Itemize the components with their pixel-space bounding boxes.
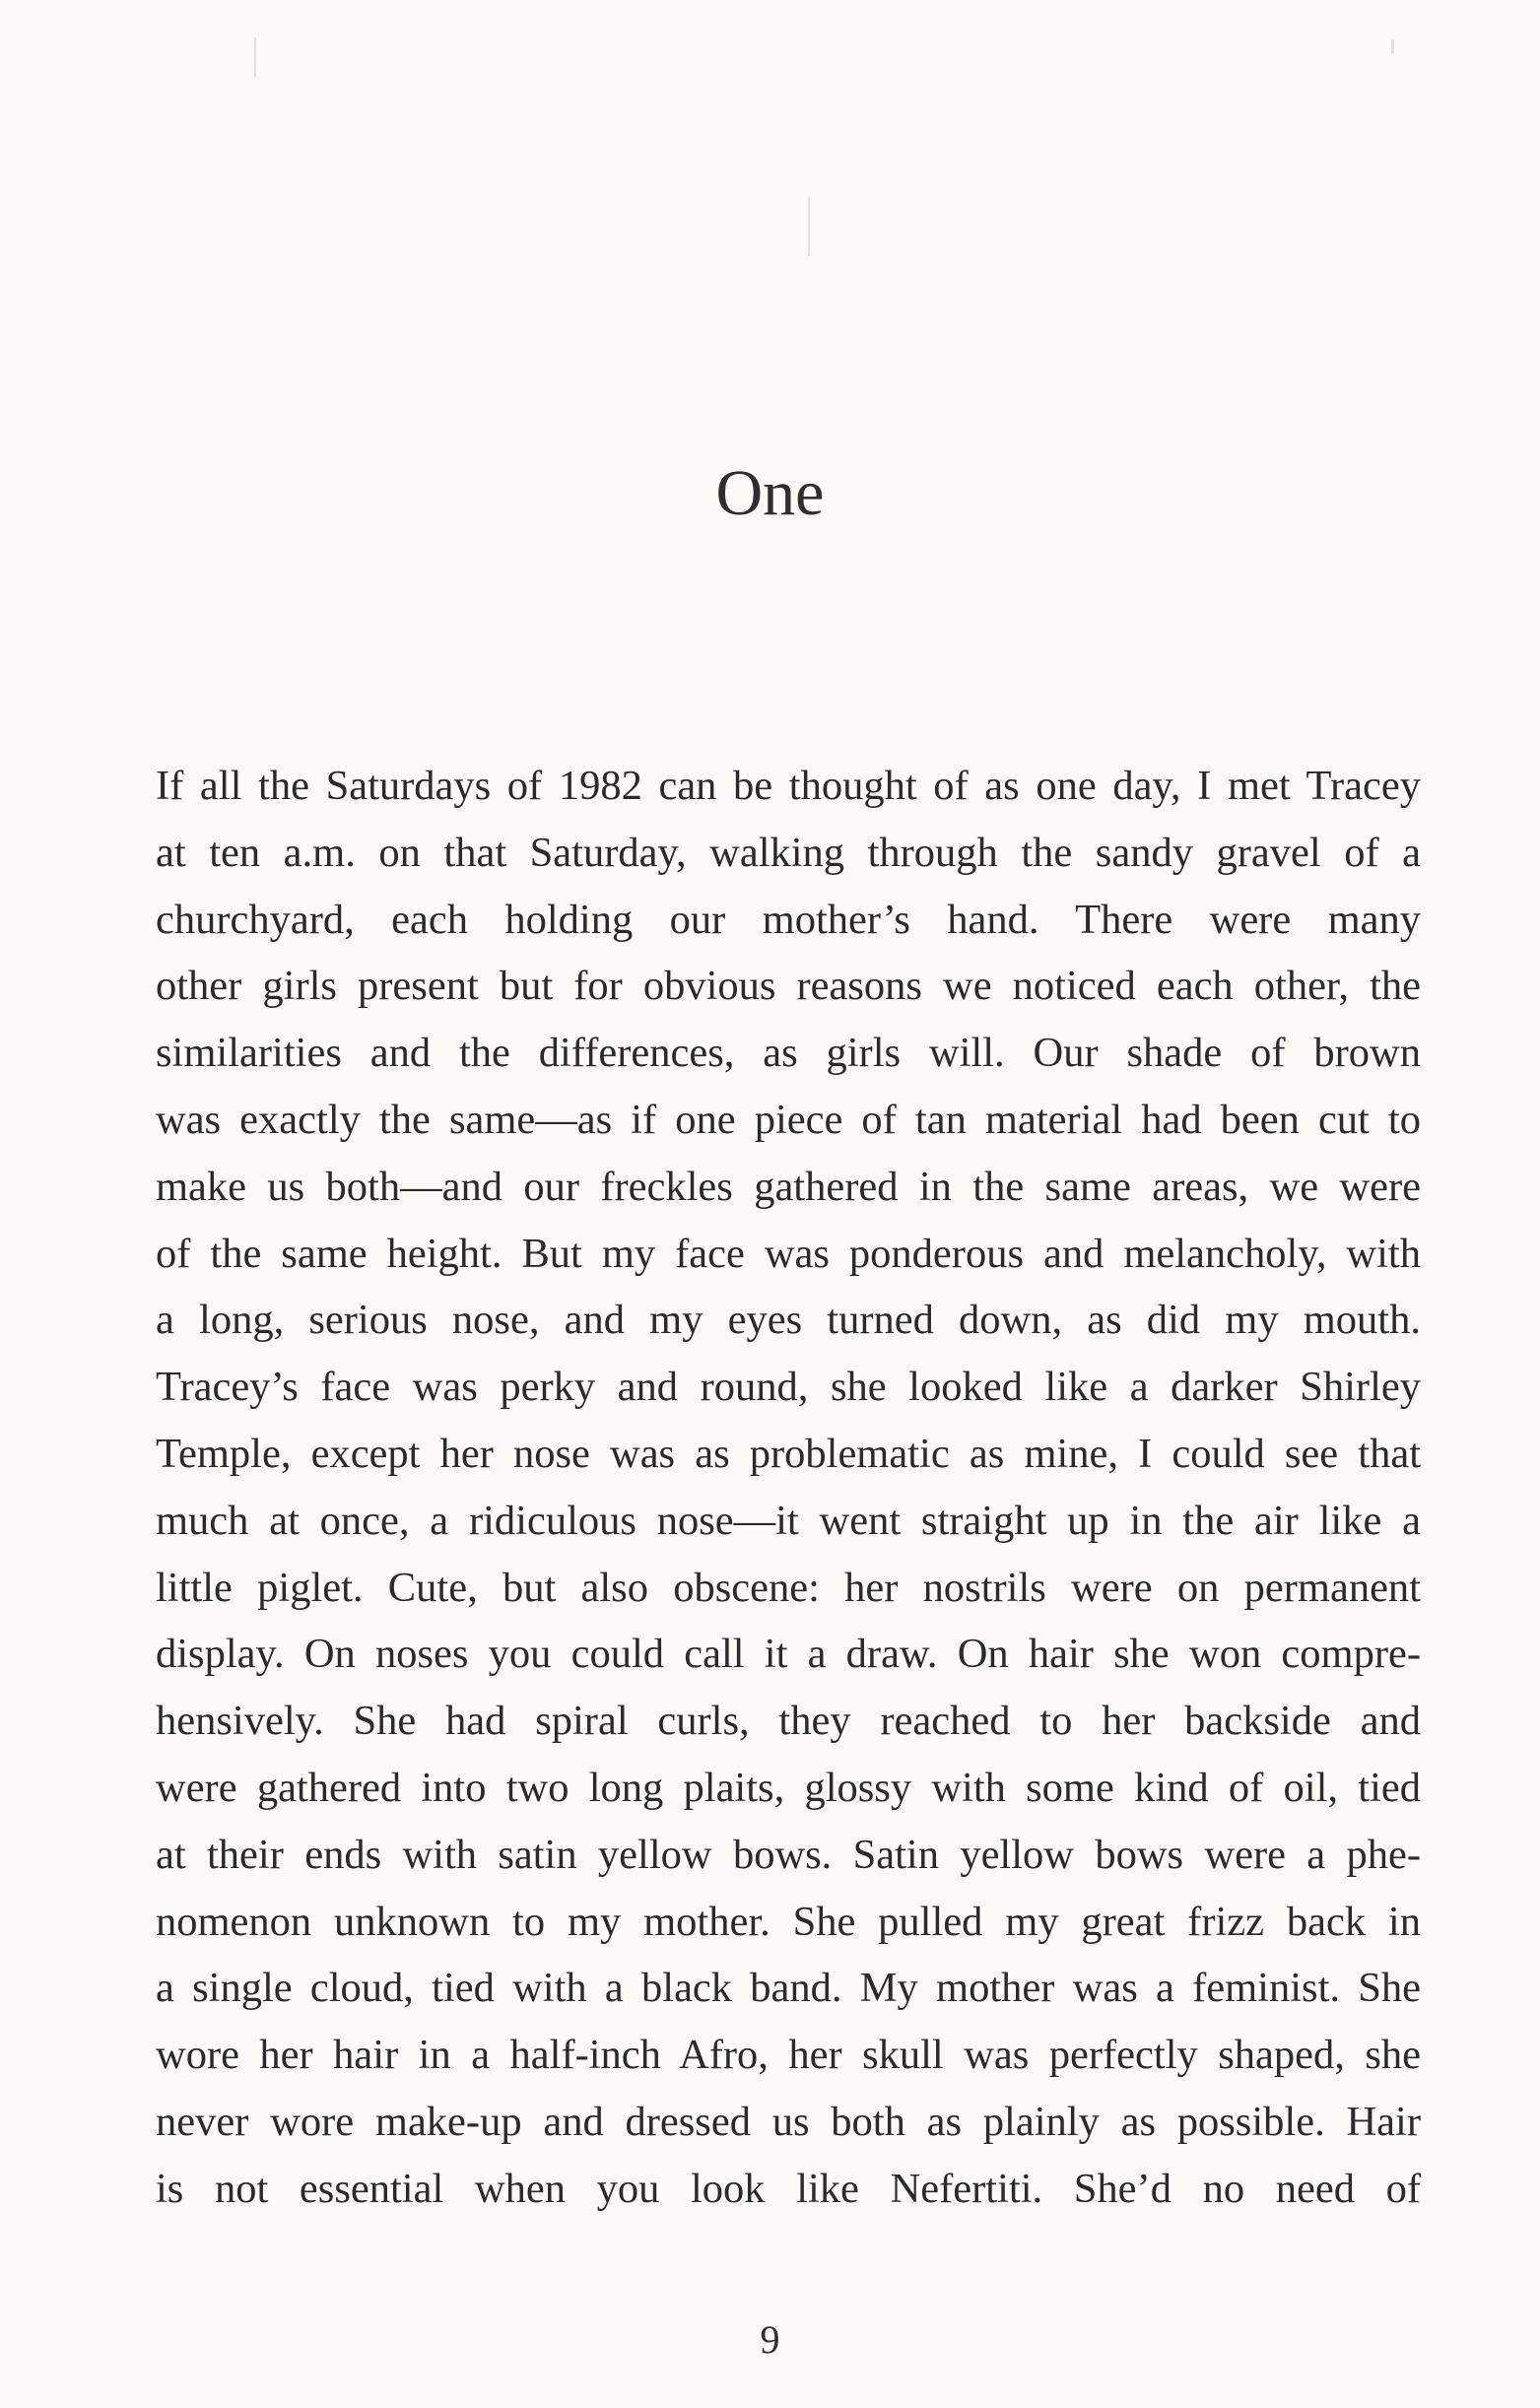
text-line: at ten a.m. on that Saturday, walking through the sandy gravel of a [156, 829, 1421, 876]
text-line: Tracey’s face was perky and round, she looked like a darker Shirley [156, 1364, 1421, 1411]
scan-speck [254, 37, 256, 77]
text-line: other girls present but for obvious reasons we noticed each other, the [156, 963, 1421, 1010]
text-line: much at once, a ridiculous nose—it went straight up in the air like a [156, 1497, 1421, 1544]
scan-speck [1391, 39, 1394, 53]
text-line: a single cloud, tied with a black band. My mother was a feminist. She [156, 1965, 1421, 2012]
text-line: a long, serious nose, and my eyes turned down, as did my mouth. [156, 1297, 1421, 1344]
text-line: never wore make-up and dressed us both as plainly as possible. Hair [156, 2098, 1421, 2145]
text-line: churchyard, each holding our mother’s hand. There were many [156, 896, 1421, 943]
text-line: display. On noses you could call it a draw. On hair she won compre- [156, 1631, 1421, 1678]
text-line: wore her hair in a half-inch Afro, her skull was perfectly shaped, she [156, 2032, 1421, 2079]
text-line: similarities and the differences, as girls will. Our shade of brown [156, 1030, 1421, 1077]
text-line: nomenon unknown to my mother. She pulled my great frizz back in [156, 1898, 1421, 1945]
chapter-title: One [715, 457, 825, 529]
text-line: was exactly the same—as if one piece of tan material had been cut to [156, 1096, 1421, 1143]
text-line: If all the Saturdays of 1982 can be thought of as one day, I met Tracey [156, 763, 1421, 809]
text-line: hensively. She had spiral curls, they reached to her backside and [156, 1698, 1421, 1745]
text-line: make us both—and our freckles gathered in the same areas, we were [156, 1163, 1421, 1210]
text-line: Temple, except her nose was as problematic as mine, I could see that [156, 1430, 1421, 1477]
page-number: 9 [760, 2317, 780, 2362]
text-line: at their ends with satin yellow bows. Satin yellow bows were a phe- [156, 1831, 1421, 1878]
scan-speck [808, 197, 810, 256]
text-line: is not essential when you look like Nefertiti. She’d no need of [156, 2165, 1421, 2212]
text-line: little piglet. Cute, but also obscene: her nostrils were on permanent [156, 1564, 1421, 1611]
text-line: were gathered into two long plaits, glossy with some kind of oil, tied [156, 1764, 1421, 1811]
text-line: of the same height. But my face was ponderous and melancholy, with [156, 1230, 1421, 1277]
body-paragraph [156, 753, 1421, 2223]
